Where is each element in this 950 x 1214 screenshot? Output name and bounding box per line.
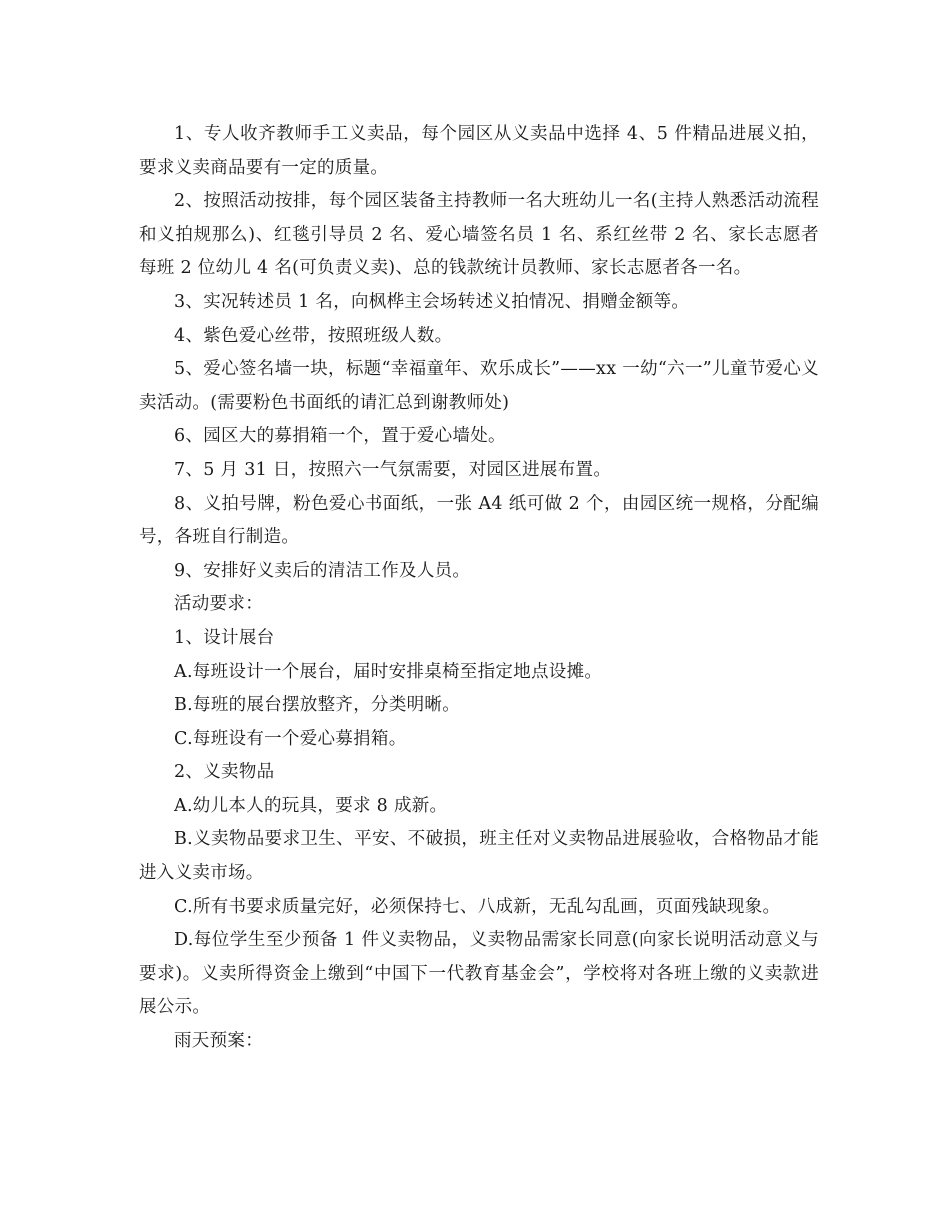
subheading-charity-items: 2、义卖物品 (174, 762, 275, 783)
paragraph-item-items-a: A.幼儿本人的玩具，要求 8 成新。 (174, 795, 448, 816)
paragraph-item-6: 6、园区大的募捐箱一个，置于爱心墙处。 (174, 426, 506, 447)
subheading-design-booth: 1、设计展台 (174, 627, 275, 648)
paragraph-item-items-b: B.义卖物品要求卫生、平安、不破损，班主任对义卖物品进展验收，合格物品才能进入义卖市场。 (139, 829, 819, 884)
paragraph-item-9: 9、安排好义卖后的清洁工作及人员。 (174, 560, 471, 581)
paragraph-item-items-c: C.所有书要求质量完好，必须保持七、八成新，无乱勾乱画，页面残缺现象。 (174, 896, 781, 917)
paragraph-item-8: 8、义拍号牌，粉色爱心书面纸，一张 A4 纸可做 2 个，由园区统一规格，分配编号，各班自行制造。 (139, 493, 819, 548)
paragraph-item-items-d: D.每位学生至少预备 1 件义卖物品，义卖物品需家长同意(向家长说明活动意义与要求)。义卖所得资金上缴到“中国下一代教育基金会”，学校将对各班上缴的义卖款进展公示。 (139, 930, 819, 1018)
paragraph-item-booth-b: B.每班的展台摆放整齐，分类明晰。 (174, 695, 461, 716)
paragraph-item-booth-a: A.每班设计一个展台，届时安排桌椅至指定地点设摊。 (174, 661, 603, 682)
paragraph-item-booth-c: C.每班设有一个爱心募捐箱。 (174, 728, 407, 749)
paragraph-item-7: 7、5 月 31 日，按照六一气氛需要，对园区进展布置。 (174, 459, 612, 480)
section-heading-rain-plan: 雨天预案： (174, 1031, 263, 1052)
paragraph-item-5: 5、爱心签名墙一块，标题“幸福童年、欢乐成长”——xx 一幼“六一”儿童节爱心义卖活动。(需要粉色书面纸的请汇总到谢教师处) (139, 359, 819, 413)
paragraph-item-1: 1、专人收齐教师手工义卖品，每个园区从义卖品中选择 4、5 件精品进展义拍，要求义卖商品要有一定的质量。 (139, 124, 819, 178)
paragraph-item-3: 3、实况转述员 1 名，向枫桦主会场转述义拍情况、捐赠金额等。 (174, 291, 690, 312)
document-body (139, 118, 819, 1059)
section-heading-activity-requirements: 活动要求： (174, 594, 263, 615)
paragraph-item-2: 2、按照活动按排，每个园区装备主持教师一名大班幼儿一名(主持人熟悉活动流程和义拍规那么)、红毯引导员 2 名、爱心墙签名员 1 名、系红丝带 2 名、家长志愿者每班 2 位幼儿 4 名(可负责义卖)、总的钱款统计员教师、家长志愿者各一名。 (139, 191, 819, 279)
paragraph-item-4: 4、紫色爱心丝带，按照班级人数。 (174, 325, 453, 346)
